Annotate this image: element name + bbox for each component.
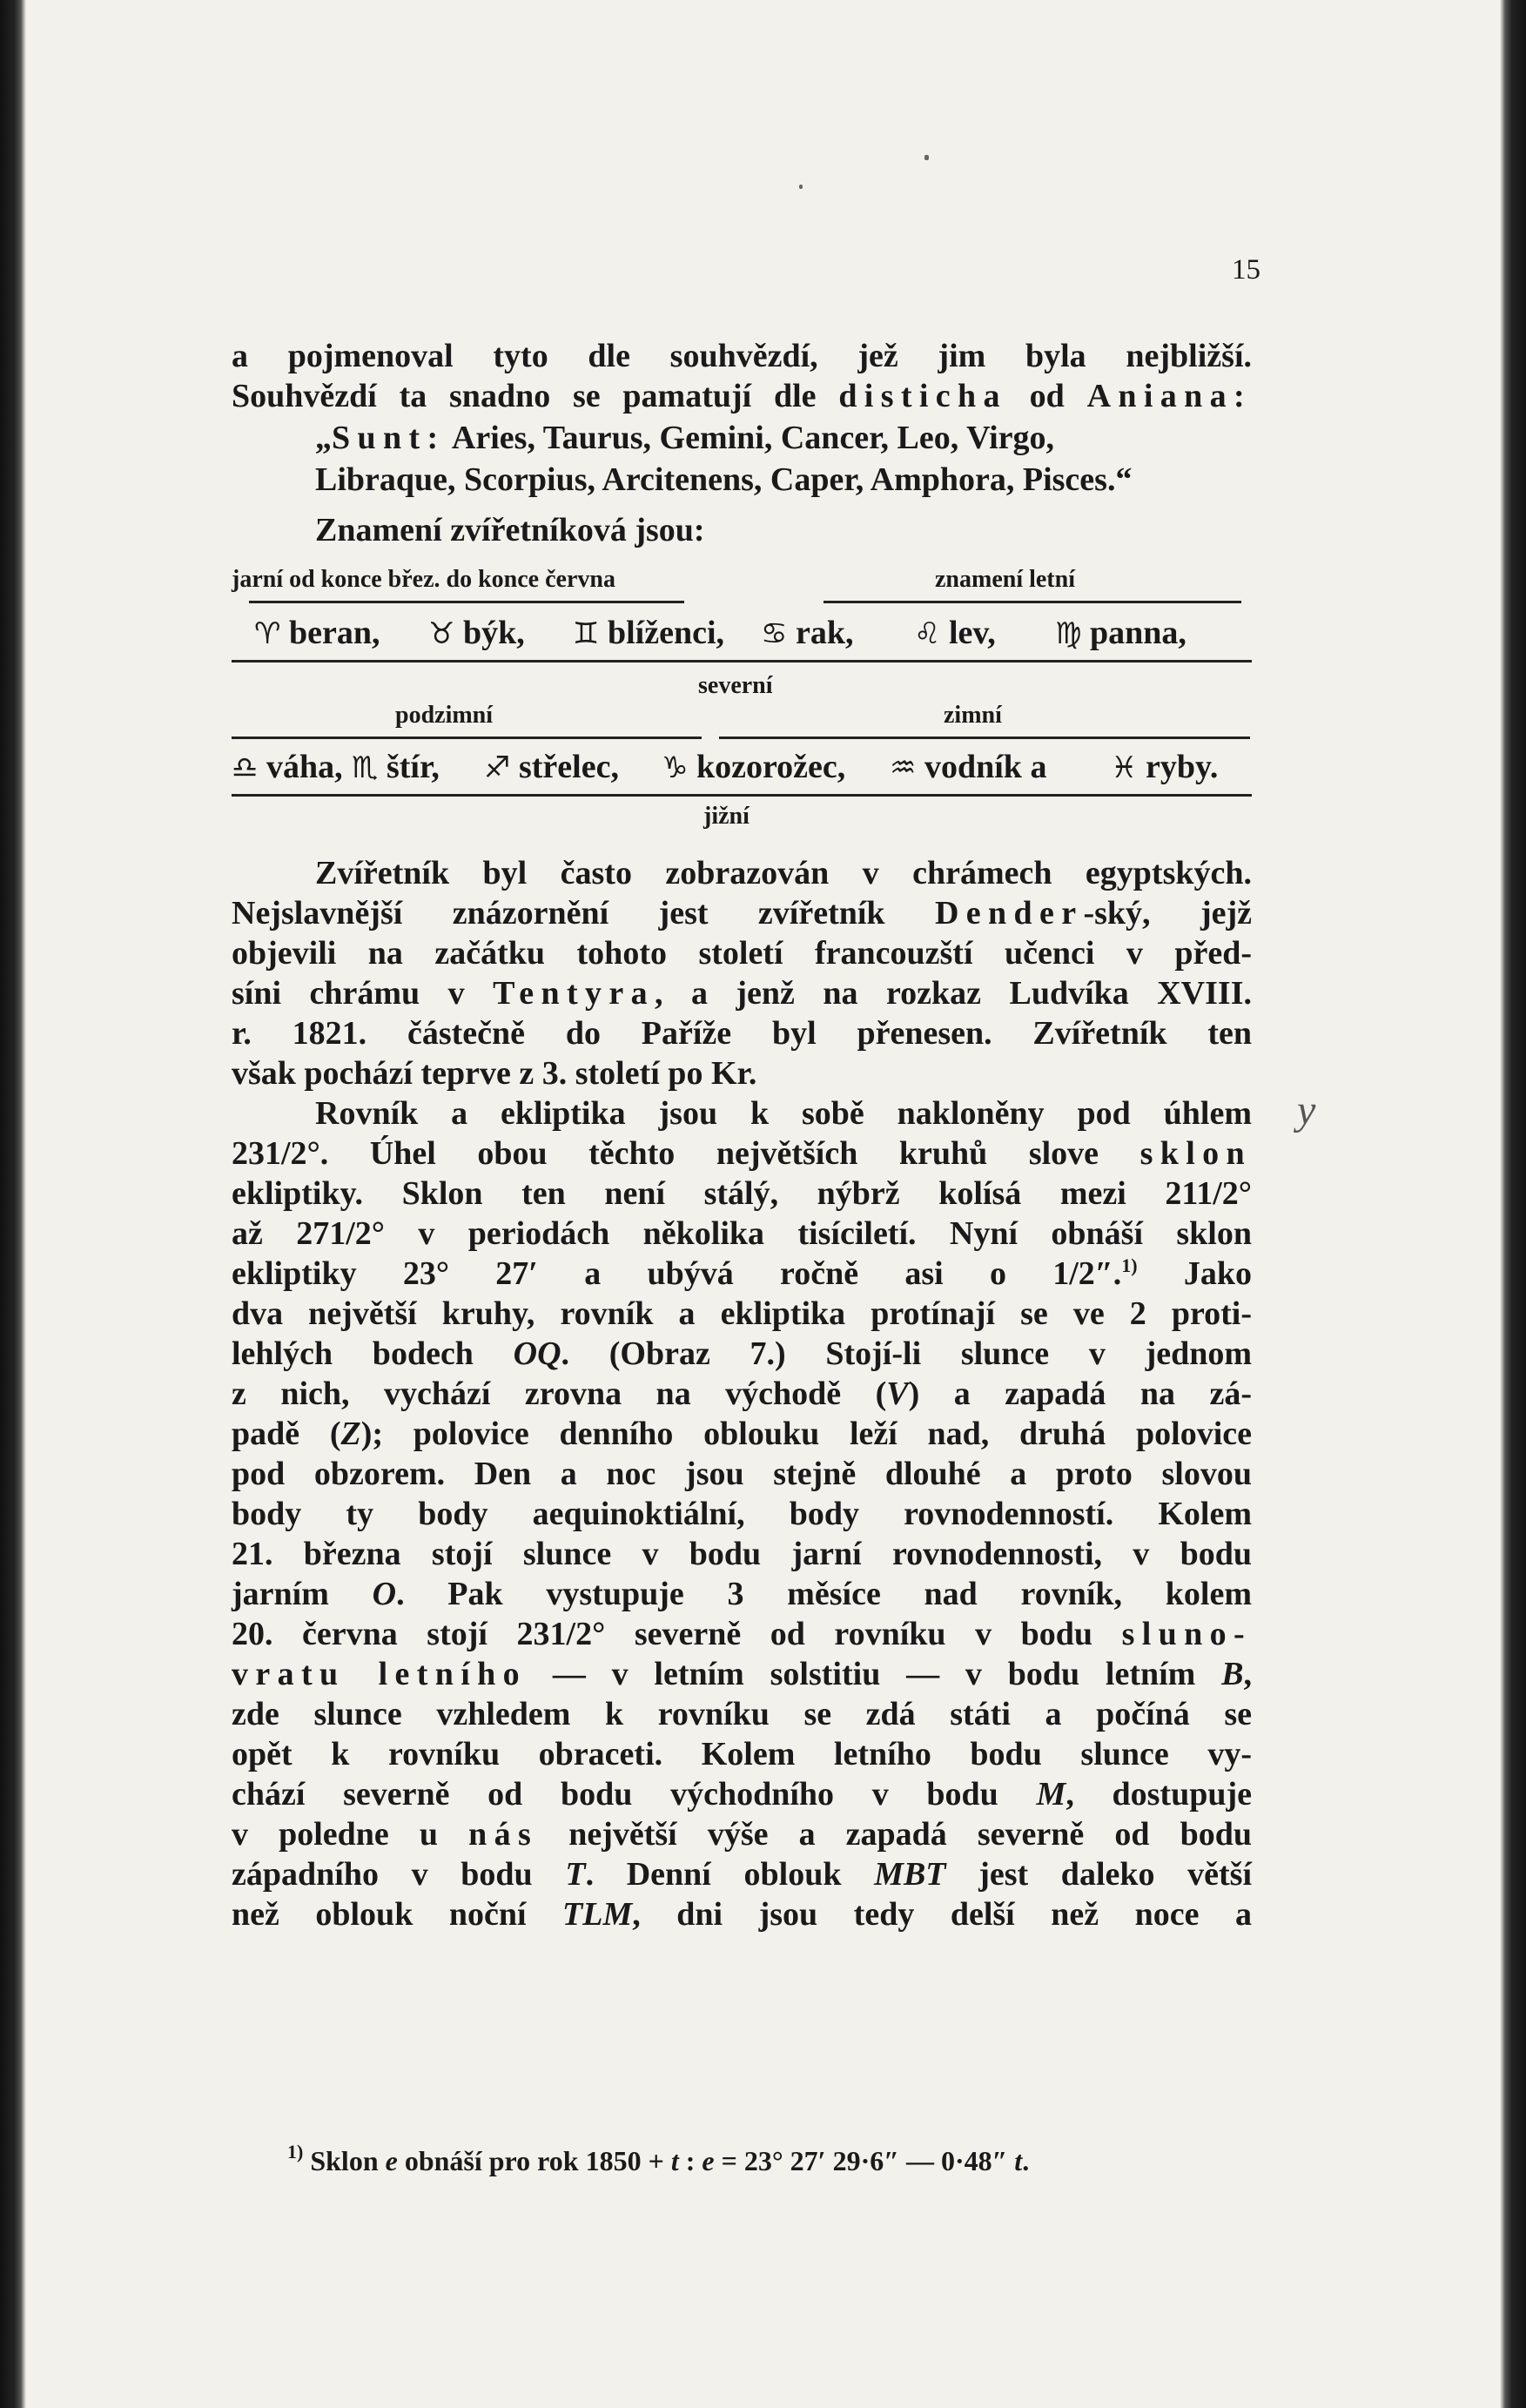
brace-spring [249, 601, 684, 603]
body-line: dva největší kruhy, rovník a ekliptika protínají se ve 2 proti- [232, 1295, 1252, 1332]
body-line: padě (Z); polovice denního oblouku leží nad, druhá polovice [232, 1416, 1252, 1452]
body-line: však pochází teprve z 3. století po Kr. [232, 1055, 757, 1092]
cancer-icon: ♋ [761, 616, 788, 651]
label-north: severní [698, 672, 773, 699]
sign-name: střelec, [518, 749, 619, 785]
brace-north [232, 660, 1252, 663]
body-line: zde slunce vzhledem k rovníku se zdá státi a počíná se [232, 1696, 1252, 1732]
sign-name: ryby. [1145, 749, 1219, 785]
fraction: 1/2 [1196, 1175, 1239, 1212]
label-autumn: podzimní [395, 702, 494, 729]
sign-name: rak, [795, 615, 854, 651]
scan-speck [924, 155, 929, 160]
libra-icon: ♎ [232, 750, 259, 785]
sign-name: vodník a [924, 749, 1047, 785]
body-line: Rovník a ekliptika jsou k sobě nakloněny pod úhlem [315, 1095, 1252, 1132]
fraction: 1/2 [329, 1215, 372, 1252]
body-line: vratu letního — v letním solstitiu — v bodu letním B, [232, 1656, 1252, 1692]
body-line: „Sunt: Aries, Taurus, Gemini, Cancer, Leo, Virgo, [315, 420, 1055, 456]
body-line: Zvířetník byl často zobrazován v chrámech egyptských. [315, 855, 1252, 891]
brace-winter [719, 737, 1250, 739]
scan-right-edge [1500, 0, 1526, 2408]
sign-name: štír, [386, 749, 440, 785]
aries-icon: ♈ [254, 616, 281, 651]
leo-icon: ♌ [914, 616, 941, 651]
sagittarius-icon: ♐ [484, 750, 511, 785]
body-line: 20. června stojí 231/2° severně od rovníku v bodu slunо- [232, 1616, 1253, 1652]
body-line: 21. března stojí slunce v bodu jarní rovnodennosti, v bodu [232, 1536, 1252, 1572]
sign-name: kozorožec, [696, 749, 846, 785]
sign-name: lev, [948, 615, 996, 651]
body-line: v poledne u nás největší výše a zapadá severně od bodu [232, 1816, 1253, 1853]
sign-name: býk, [462, 615, 525, 651]
footnote-marker: 1) [287, 2141, 304, 2162]
body-line: body ty body aequinoktiální, body rovnodenností. Kolem [232, 1496, 1252, 1532]
body-line: 231/2°. Úhel obou těchto největších kruhů slove sklon [232, 1135, 1253, 1172]
page-number: 15 [1232, 254, 1260, 286]
pisces-icon: ♓ [1111, 750, 1138, 785]
virgo-icon: ♍ [1055, 616, 1082, 651]
body-line: Znamení zvířetníková jsou: [315, 512, 705, 548]
aquarius-icon: ♒ [890, 750, 917, 785]
body-line: chází severně od bodu východního v bodu M, dostupuje [232, 1776, 1252, 1813]
fraction: 1/2 [265, 1135, 307, 1172]
body-line: Nejslavnější znázornění jest zvířetník Dender-ský, jejž [232, 895, 1252, 932]
body-line: síni chrámu v Tentyra, a jenž na rozkaz Ludvíka XVIII. [232, 975, 1252, 1012]
body-line: až 271/2° v periodách několika tisíciletí. Nyní obnáší sklon [232, 1215, 1252, 1252]
label-summer: znamení letní [935, 566, 1075, 593]
capricorn-icon: ♑ [662, 750, 689, 785]
body-line: Libraque, Scorpius, Arcitenens, Caper, Amphora, Pisces.“ [315, 461, 1133, 498]
sign-name: beran, [288, 615, 380, 651]
margin-pencil-note: y [1297, 1087, 1316, 1133]
fraction: 1/2 [549, 1616, 593, 1652]
gemini-icon: ♊ [573, 616, 600, 651]
body-line: ekliptiky 23° 27′ a ubývá ročně asi o 1/2″.$^{1)}$ Jako [232, 1254, 1253, 1292]
body-line: západního v bodu T. Denní oblouk MBT jest daleko větší [232, 1856, 1253, 1893]
scan-speck [799, 185, 803, 189]
body-line: než oblouk noční TLM, dni jsou tedy delší než noce a [232, 1896, 1252, 1933]
body-line: objevili na začátku tohoto století francouzští učenci v před- [232, 935, 1252, 972]
sign-name: blíženci, [607, 615, 725, 651]
body-line: jarním O. Pak vystupuje 3 měsíce nad rovník, kolem [232, 1576, 1252, 1612]
scan-left-edge [0, 0, 26, 2408]
brace-autumn [232, 737, 702, 739]
footnote-ref: 1) [1121, 1254, 1138, 1276]
label-south: jižní [703, 803, 750, 830]
body-line: pod obzorem. Den a noc jsou stejně dlouhé a proto slovou [232, 1456, 1252, 1492]
fraction: 1/2 [1052, 1255, 1095, 1292]
body-line: a pojmenoval tyto dle souhvězdí, jež jim byla nejbližší. [232, 338, 1252, 374]
taurus-icon: ♉ [428, 616, 455, 651]
label-spring: jarní od konce břez. do konce června [232, 566, 615, 593]
body-line: r. 1821. částečně do Paříže byl přenesen. Zvířetník ten [232, 1015, 1252, 1052]
body-line: Souhvězdí ta snadno se pamatují dle disticha od Aniana: [232, 378, 1253, 414]
body-line: opět k rovníku obraceti. Kolem letního bodu slunce vy- [232, 1736, 1252, 1772]
body-line: ekliptiky. Sklon ten není stálý, nýbrž kolísá mezi 211/2° [232, 1175, 1252, 1212]
brace-summer [824, 601, 1241, 603]
sign-name: váha, [266, 749, 343, 785]
body-line: lehlých bodech OQ. (Obraz 7.) Stojí-li slunce v jednom [232, 1335, 1253, 1372]
brace-south [232, 794, 1252, 797]
sign-name: panna, [1089, 615, 1187, 651]
body-line: z nich, vychází zrovna na východě (V) a zapadá na zá- [232, 1376, 1252, 1412]
footnote: $^{1)}$ Sklon e obnáší pro rok 1850 + t : e = 23° 27′ 29·6″ — 0·48″ t. [287, 2141, 1030, 2176]
scorpio-icon: ♏ [352, 750, 379, 785]
label-winter: zimní [944, 702, 1002, 729]
